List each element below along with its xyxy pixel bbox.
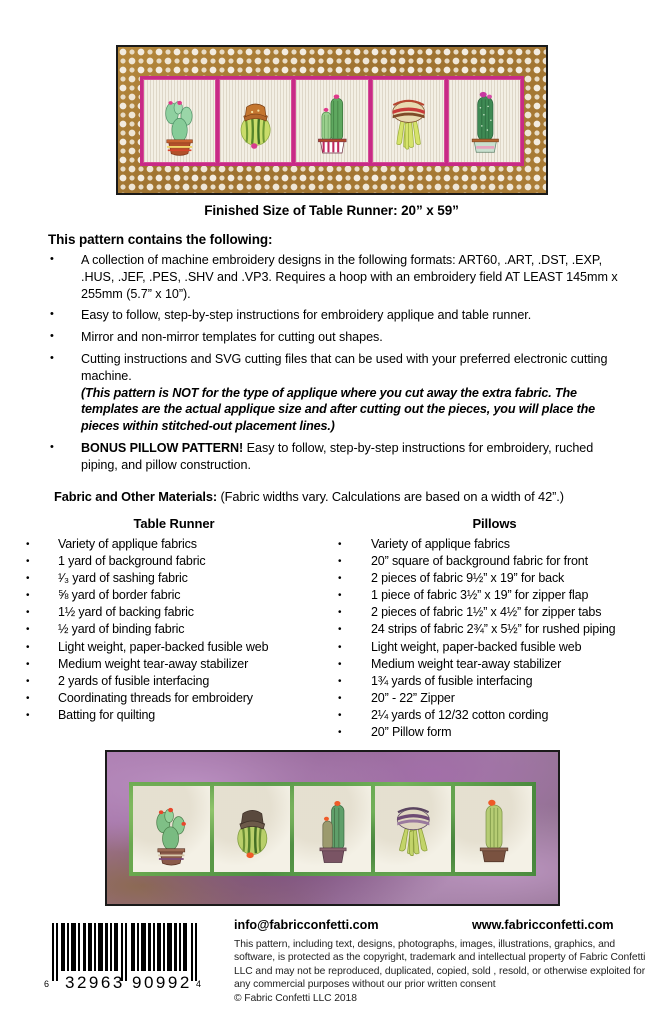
cactus-panel (448, 79, 521, 163)
list-item (48, 307, 633, 324)
list-item-text: Easy to follow, step-by-step instructions for embroidery applique and table runner. (81, 308, 532, 323)
list-item (48, 440, 633, 474)
list-item: • Batting for quilting (14, 707, 334, 724)
copyright-line: © Fabric Confetti LLC 2018 (234, 992, 357, 1004)
list-item: • Variety of applique fabrics (332, 536, 657, 553)
list-item: • 2¼ yards of 12/32 cotton cording (332, 707, 657, 724)
list-item-text: A collection of machine embroidery designs in the following formats: ART60, .ART, .DST, .EXP, .HUS, .JEF, .PES, .SHV and .VP3. Requires a hoop with an embroidery field AT LEAST 145mm x 255mm (5.7” x 10”). (81, 253, 618, 301)
list-item: • Medium weight tear-away stabilizer (332, 656, 657, 673)
list-item-note: (This pattern is NOT for the type of applique where you cut away the extra fabric. The templates are the actual applique size and after cutting out the pieces, you will place the pieces within stitched-out placement lines.) (81, 385, 596, 434)
list-item (48, 329, 633, 346)
hanging-tentacle-cactus-icon (373, 80, 444, 162)
table-runner-photo-bottom (105, 750, 560, 906)
tall-ribbed-cactus-icon (449, 80, 520, 162)
email-address[interactable]: info@fabricconfetti.com (234, 918, 379, 932)
materials-column-pillows (332, 516, 657, 741)
list-item: • Light weight, paper-backed fusible web (14, 639, 334, 656)
bonus-pillow-label: BONUS PILLOW PATTERN! (81, 440, 244, 455)
barrel-cactus-with-hat-icon (214, 786, 291, 872)
list-item: • ⅝ yard of border fabric (14, 587, 334, 604)
sashing-strip-bottom (129, 782, 536, 876)
table-runner-photo-top (116, 45, 548, 195)
tall-ribbed-cactus-icon (455, 786, 532, 872)
list-item-text: Easy to follow, step-by-step instructions for embroidery, ruched piping, and pillow construction. (81, 440, 594, 472)
list-item: • Variety of applique fabrics (14, 536, 334, 553)
pattern-contains-section (48, 232, 633, 474)
hanging-tentacle-cactus-icon (375, 786, 452, 872)
cactus-panel (295, 79, 368, 163)
list-item: • Coordinating threads for embroidery (14, 690, 334, 707)
cactus-panel (219, 79, 292, 163)
column-cactus-icon (296, 80, 367, 162)
list-item (48, 351, 633, 435)
column-cactus-icon (294, 786, 371, 872)
table-runner-materials-list (14, 536, 334, 724)
cactus-panel (143, 79, 216, 163)
materials-column-table-runner (14, 516, 334, 724)
list-item: • 2 yards of fusible interfacing (14, 673, 334, 690)
copyright-line: LLC and may not be reproduced, duplicated, copied, sold , resold, or otherwise exploited for (234, 965, 646, 977)
copyright-line: This pattern, including text, designs, photographs, images, illustrations, graphics, and (234, 939, 616, 950)
table-runner-heading: Table Runner (133, 516, 215, 531)
barcode-digit-left: 6 (44, 979, 50, 989)
list-item: • Light weight, paper-backed fusible web (332, 639, 657, 656)
copyright-line: any commercial purposes without our prior written consent (234, 979, 496, 991)
cactus-panel (294, 786, 371, 872)
barcode-digit-right: 4 (196, 979, 202, 989)
materials-note: (Fabric widths vary. Calculations are based on a width of 42”.) (217, 489, 564, 504)
cactus-panel (375, 786, 452, 872)
sashing-strip-top (140, 76, 524, 166)
barcode-group-two: 90992 (132, 973, 192, 992)
list-item-text: Cutting instructions and SVG cutting files that can be used with your preferred electronic cutting machine. (81, 351, 608, 383)
pattern-contains-list (48, 252, 633, 474)
list-item: • Medium weight tear-away stabilizer (14, 656, 334, 673)
pillows-heading: Pillows (472, 516, 517, 531)
list-item: • ¹⁄₃ yard of sashing fabric (14, 570, 334, 587)
list-item-text: Mirror and non-mirror templates for cutting out shapes. (81, 330, 383, 345)
list-item (48, 252, 633, 302)
prickly-pear-cactus-icon (144, 80, 215, 162)
list-item: • 20” square of background fabric for front (332, 553, 657, 570)
list-item: • 20” - 22” Zipper (332, 690, 657, 707)
cactus-panel (372, 79, 445, 163)
cactus-panel (214, 786, 291, 872)
pattern-contains-heading: This pattern contains the following: (48, 232, 273, 247)
prickly-pear-cactus-icon (133, 786, 210, 872)
list-item: • 1½ yard of backing fabric (14, 604, 334, 621)
barcode-group-one: 32963 (65, 973, 125, 992)
materials-label: Fabric and Other Materials: (54, 489, 217, 504)
copyright-line: software, is protected as the copyright, trademark and intellectual property of Fabric Confetti (234, 952, 646, 964)
barrel-cactus-with-hat-icon (220, 80, 291, 162)
list-item: • 20” Pillow form (332, 724, 657, 741)
cactus-panel (455, 786, 532, 872)
pillows-materials-list (332, 536, 657, 741)
cactus-panel (133, 786, 210, 872)
list-item: • 1 piece of fabric 3½” x 19” for zipper flap (332, 587, 657, 604)
materials-heading (54, 489, 564, 504)
list-item: • 2 pieces of fabric 9½” x 19” for back (332, 570, 657, 587)
list-item: • ½ yard of binding fabric (14, 621, 334, 638)
copyright-notice (234, 938, 658, 1005)
list-item: • 1 yard of background fabric (14, 553, 334, 570)
finished-size-label: Finished Size of Table Runner: 20” x 59” (204, 203, 459, 218)
list-item: • 2 pieces of fabric 1½” x 4½” for zipper tabs (332, 604, 657, 621)
list-item: • 24 strips of fabric 2¾” x 5½” for rushed piping (332, 621, 657, 638)
barcode (44, 921, 206, 1001)
footer-contacts (234, 918, 654, 932)
list-item: • 1¾ yards of fusible interfacing (332, 673, 657, 690)
website-url[interactable]: www.fabricconfetti.com (472, 918, 614, 932)
